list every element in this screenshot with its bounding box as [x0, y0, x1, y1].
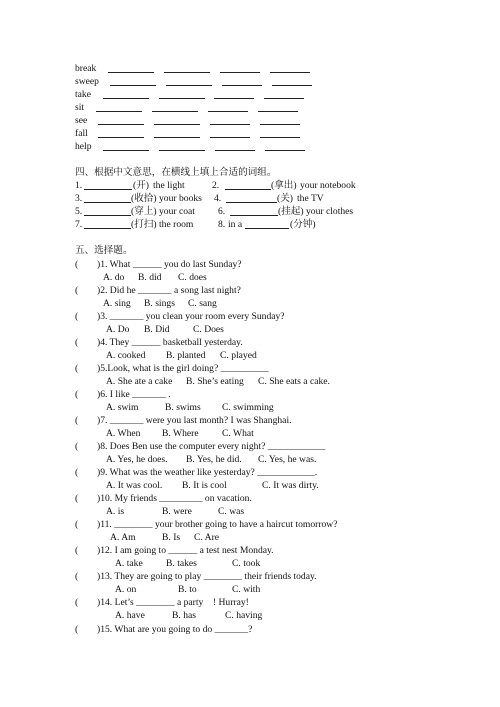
option: A. Am [110, 532, 136, 543]
answer-blank[interactable] [103, 98, 149, 99]
phrase-blank[interactable] [84, 228, 131, 229]
chinese-hint: (开) [133, 180, 149, 191]
answer-paren[interactable]: ( [75, 285, 79, 296]
item-number: 6. [218, 206, 226, 217]
option: A. swim [106, 402, 139, 413]
answer-blank[interactable] [154, 124, 200, 125]
option: C. It was dirty. [262, 480, 319, 491]
word-label: sit [75, 102, 85, 113]
answer-blank[interactable] [270, 72, 310, 73]
answer-paren[interactable]: ( [75, 415, 79, 426]
answer-blank[interactable] [103, 150, 149, 151]
option: A. Yes, he does. [106, 454, 168, 465]
phrase-tail: your coat [159, 206, 195, 217]
answer-blank[interactable] [265, 150, 305, 151]
chinese-hint: (分钟) [290, 219, 316, 230]
answer-blank[interactable] [98, 137, 144, 138]
option: B. takes [166, 558, 197, 569]
answer-blank[interactable] [215, 150, 255, 151]
option: C. sang [188, 298, 217, 309]
answer-blank[interactable] [108, 72, 154, 73]
answer-blank[interactable] [164, 72, 210, 73]
answer-blank[interactable] [96, 111, 142, 112]
option: A. take [115, 558, 143, 569]
option: A. do [103, 272, 125, 283]
answer-blank[interactable] [152, 111, 198, 112]
question-text: )10. My friends _________ on vacation. [97, 493, 252, 504]
answer-blank[interactable] [98, 124, 144, 125]
phrase-tail: your clothes [306, 206, 354, 217]
question-text: )7. _______ were you last month? I was Shanghai. [97, 415, 292, 426]
chinese-hint: (穿上) [131, 206, 157, 217]
option: B. sings [144, 298, 175, 309]
answer-blank[interactable] [208, 111, 248, 112]
question-text: )2. Did he _______ a song last night? [97, 285, 241, 296]
answer-paren[interactable]: ( [75, 337, 79, 348]
item-number: 3. [75, 193, 83, 204]
answer-paren[interactable]: ( [75, 259, 79, 270]
chinese-hint: (挂起) [278, 206, 304, 217]
phrase-blank[interactable] [226, 202, 277, 203]
answer-paren[interactable]: ( [75, 467, 79, 478]
section-5-title: 五、选择题。 [75, 245, 133, 256]
phrase-tail: the TV [297, 193, 324, 204]
answer-paren[interactable]: ( [75, 363, 79, 374]
option: A. sing [103, 298, 131, 309]
question-text: )3. _______ you clean your room every Sunday? [97, 311, 285, 322]
option: B. Is [162, 532, 181, 543]
answer-blank[interactable] [210, 124, 250, 125]
option: C. does [178, 272, 207, 283]
option: B. Where [162, 428, 199, 439]
option: B. did [138, 272, 162, 283]
option: A. When [106, 428, 141, 439]
option: C. Yes, he was. [258, 454, 317, 465]
chinese-hint: (收拾) [131, 193, 157, 204]
answer-blank[interactable] [272, 85, 312, 86]
phrase-blank[interactable] [84, 215, 131, 216]
phrase-blank[interactable] [245, 228, 289, 229]
option: B. Did [144, 324, 170, 335]
answer-paren[interactable]: ( [75, 597, 79, 608]
option: A. Do [106, 324, 130, 335]
phrase-blank[interactable] [225, 189, 271, 190]
answer-paren[interactable]: ( [75, 311, 79, 322]
answer-paren[interactable]: ( [75, 545, 79, 556]
option: C. What [222, 428, 254, 439]
answer-blank[interactable] [110, 85, 156, 86]
option: C. with [232, 584, 261, 595]
question-text: )12. I am going to ______ a test nest Monday. [97, 545, 274, 556]
item-number: 2. [212, 180, 220, 191]
answer-blank[interactable] [220, 72, 260, 73]
word-label: sweep [75, 76, 99, 87]
option: C. Are [194, 532, 220, 543]
question-text: )11. ________ your brother going to have a haircut tomorrow? [97, 519, 338, 530]
question-text: )15. What are you going to do _______? [97, 624, 253, 635]
phrase-prefix: in a [228, 219, 243, 230]
chinese-hint: (打扫) [131, 219, 157, 230]
item-number: 4. [214, 193, 222, 204]
section-4-title: 四、根据中文意思，在横线上填上合适的词组。 [75, 167, 277, 178]
phrase-tail: your books [159, 193, 202, 204]
answer-blank[interactable] [214, 98, 254, 99]
question-text: )9. What was the weather like yesterday? ____________. [97, 467, 318, 478]
answer-paren[interactable]: ( [75, 571, 79, 582]
answer-blank[interactable] [258, 111, 298, 112]
phrase-blank[interactable] [84, 202, 131, 203]
word-label: break [75, 63, 97, 74]
answer-blank[interactable] [264, 98, 304, 99]
phrase-tail: the light [153, 180, 185, 191]
option: B. swims [165, 402, 201, 413]
item-number: 5. [75, 206, 83, 217]
question-text: )6. I like _______ . [97, 389, 171, 400]
option: B. It is cool [182, 480, 227, 491]
answer-blank[interactable] [159, 150, 205, 151]
answer-blank[interactable] [154, 137, 200, 138]
option: B. planted [166, 350, 206, 361]
word-label: see [75, 115, 88, 126]
option: B. Yes, he did. [186, 454, 242, 465]
answer-paren[interactable]: ( [75, 493, 79, 504]
answer-paren[interactable]: ( [75, 441, 79, 452]
answer-paren[interactable]: ( [75, 624, 79, 635]
question-text: )14. Let’s ________ a party ! Hurray! [97, 597, 249, 608]
phrase-tail: the room [159, 219, 194, 230]
question-text: )5.Look, what is the girl doing? __________ [97, 363, 269, 374]
option: B. has [172, 610, 196, 621]
phrase-blank[interactable] [84, 189, 132, 190]
option: C. played [220, 350, 257, 361]
option: A. is [106, 506, 125, 517]
question-text: )1. What ______ you do last Sunday? [97, 259, 242, 270]
option: C. took [232, 558, 261, 569]
option: A. have [115, 610, 145, 621]
answer-blank[interactable] [260, 124, 300, 125]
option: C. She eats a cake. [258, 376, 330, 387]
answer-blank[interactable] [222, 85, 262, 86]
item-number: 8. [218, 219, 226, 230]
word-label: fall [75, 128, 88, 139]
phrase-blank[interactable] [230, 215, 278, 216]
option: B. She’s eating [186, 376, 244, 387]
option: B. were [162, 506, 192, 517]
option: C. having [225, 610, 263, 621]
option: A. on [115, 584, 137, 595]
question-text: )4. They ______ basketball yesterday. [97, 337, 243, 348]
answer-paren[interactable]: ( [75, 519, 79, 530]
option: B. to [178, 584, 197, 595]
option: A. She ate a cake [106, 376, 173, 387]
question-text: )13. They are going to play ________ their friends today. [97, 571, 317, 582]
item-number: 1. [75, 180, 83, 191]
answer-blank[interactable] [159, 98, 205, 99]
chinese-hint: (拿出) [271, 180, 297, 191]
option: A. It was cool. [106, 480, 163, 491]
option: C. swimming [222, 402, 274, 413]
chinese-hint: (关) [277, 193, 293, 204]
answer-paren[interactable]: ( [75, 389, 79, 400]
answer-blank[interactable] [166, 85, 212, 86]
answer-blank[interactable] [210, 137, 250, 138]
word-label: take [75, 89, 91, 100]
question-text: )8. Does Ben use the computer every night? ____________ [97, 441, 326, 452]
word-label: help [75, 141, 92, 152]
phrase-tail: your notebook [300, 180, 356, 191]
option: C. Does [193, 324, 224, 335]
item-number: 7. [75, 219, 83, 230]
option: C. was [218, 506, 245, 517]
answer-blank[interactable] [260, 137, 300, 138]
option: A. cooked [106, 350, 146, 361]
